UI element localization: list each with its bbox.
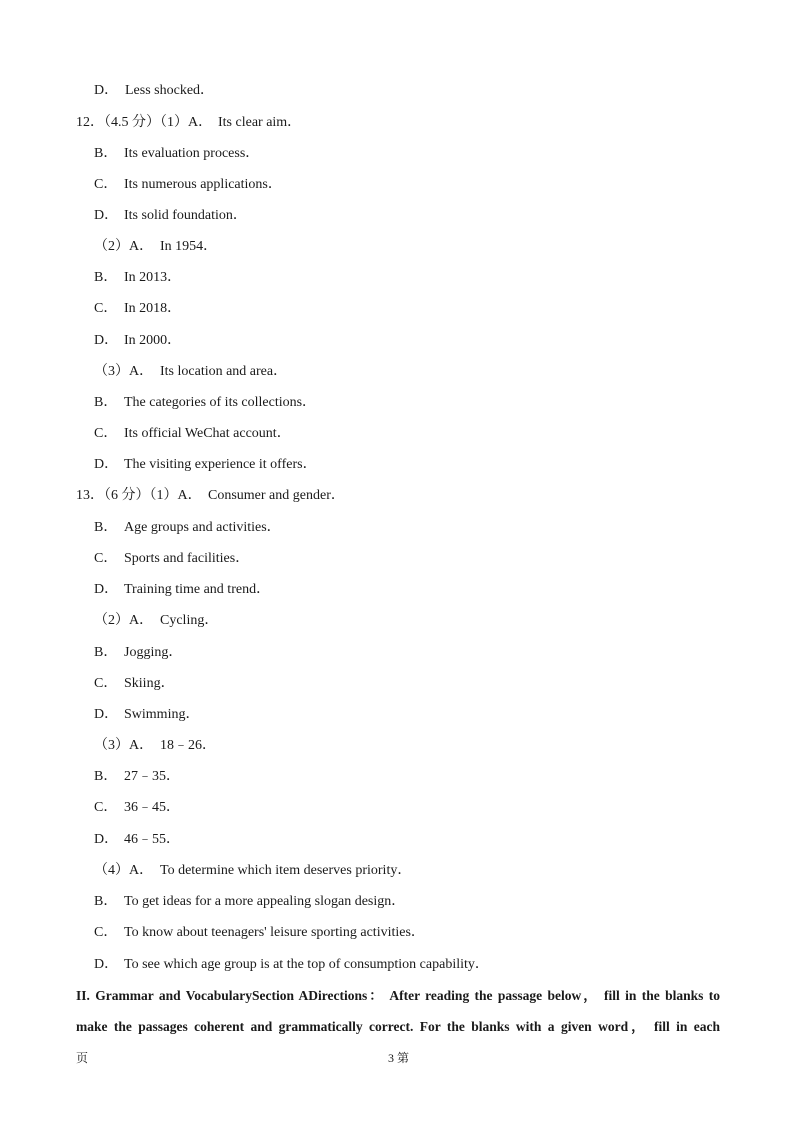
option-text: Less shocked． [125,83,215,98]
option-text: To determine which item deserves priority． [160,863,412,878]
subquestion-number: （2）A． [94,613,154,628]
option-label: C． [94,301,118,316]
subquestion-number: （3）A． [94,364,154,379]
question-number: 12．（4.5 分）（1）A． [76,115,213,130]
option-text: Age groups and activities． [124,520,281,535]
option-label: C． [94,177,118,192]
option-label: B． [94,520,118,535]
option-text: Swimming． [124,707,200,722]
option-label: C． [94,676,118,691]
option-text: Its numerous applications． [124,177,282,192]
option-label: D． [94,333,119,348]
option-text: Its solid foundation． [124,208,247,223]
option-label: D． [94,582,119,597]
option-text: Jogging． [124,645,183,660]
option-label: D． [94,707,119,722]
footer-page-label: 页 [76,1051,89,1065]
option-text: Its location and area． [160,364,288,379]
option-label: D． [94,457,119,472]
option-text: Its clear aim． [218,115,302,130]
option-label: D． [94,208,119,223]
option-label: C． [94,925,118,940]
option-text: In 2013． [124,270,182,285]
option-label: C． [94,426,118,441]
option-label: D． [94,832,119,847]
option-label: D． [94,83,119,98]
option-text: Cycling． [160,613,219,628]
option-label: C． [94,800,118,815]
option-label: B． [94,894,118,909]
option-label: B． [94,769,118,784]
option-text: Its evaluation process． [124,146,260,161]
subquestion-number: （4）A． [94,863,154,878]
option-text: 27﹣35． [124,769,180,784]
option-label: B． [94,146,118,161]
option-label: B． [94,645,118,660]
option-text: Sports and facilities． [124,551,250,566]
subquestion-number: （2）A． [94,239,154,254]
option-text: To see which age group is at the top of consumption capability． [124,957,489,972]
option-text: Its official WeChat account． [124,426,291,441]
option-text: 46﹣55． [124,832,180,847]
option-text: To get ideas for a more appealing slogan design． [124,894,406,909]
option-text: Training time and trend． [124,582,271,597]
subquestion-number: （3）A． [94,738,154,753]
option-text: In 2018． [124,301,182,316]
option-text: To know about teenagers' leisure sporting activities． [124,925,425,940]
question-number: 13．（6 分）（1）A． [76,488,202,503]
option-label: D． [94,957,119,972]
option-label: B． [94,395,118,410]
section-directions-line: make the passages coherent and grammatically correct. For the blanks with a given word， fill in each [76,1019,720,1034]
option-label: B． [94,270,118,285]
section-heading-line: II. Grammar and VocabularySection ADirections： After reading the passage below， fill in the blanks to [76,988,720,1003]
option-text: 36﹣45． [124,800,180,815]
option-text: Skiing． [124,676,175,691]
option-text: The categories of its collections． [124,395,317,410]
footer-page-number: 3 第 [388,1051,410,1065]
option-text: In 2000． [124,333,182,348]
option-text: The visiting experience it offers． [124,457,317,472]
option-text: 18﹣26． [160,738,216,753]
option-text: Consumer and gender． [208,488,345,503]
option-text: In 1954． [160,239,218,254]
option-label: C． [94,551,118,566]
